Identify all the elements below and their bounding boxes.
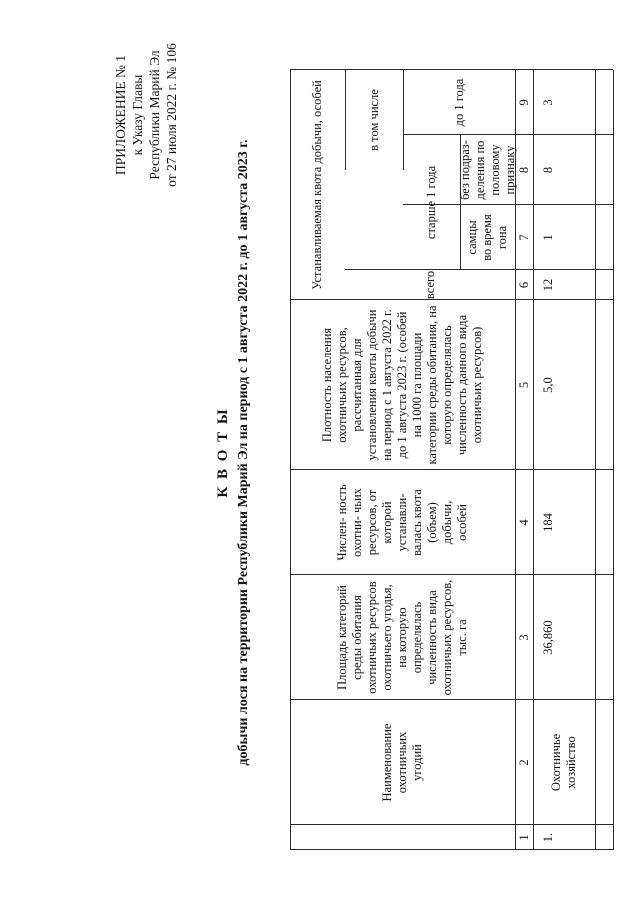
title-text: К В О Т Ы: [215, 407, 231, 498]
table-row-density: 5,0: [540, 377, 555, 393]
col-number: 1: [516, 834, 531, 841]
table-row-area: 36,860: [540, 620, 555, 655]
document-subtitle: добычи лося на территории Республики Марий Эл на период с 1 августа 2022 г. до 1 августа 2023 г.: [236, 139, 251, 766]
header-under-1y: [403, 70, 515, 135]
header-no-sex: [457, 135, 517, 205]
header-col4-text: Числен- ность охотни- чьих ресурсов, от которой устанавли- валась квота (объем) добычи, особей: [335, 484, 469, 561]
header-col5: [290, 300, 515, 470]
table-row-total: 12: [540, 278, 555, 292]
header-no-sex-text: без подраз- деления по половому признаку: [457, 140, 517, 200]
header-males-rut-text: самцы во время гона: [465, 214, 509, 261]
header-quota-group-text: Устанавливаемая квота добычи, особей: [310, 80, 324, 290]
table-border: [290, 849, 613, 850]
header-col3-text: Площадь категорий среды обитания охотничьих ресурсов охотничьего угодья, на которую определялась численность вида охотничьих ресурсов, тыс. га: [335, 579, 469, 696]
col-number: 9: [516, 99, 531, 106]
appendix-line: ПРИЛОЖЕНИЕ № 1: [113, 54, 128, 176]
table-row-under-1y: 3: [540, 99, 555, 106]
header-in-total-text: в том числе: [366, 89, 381, 151]
header-in-total: [345, 70, 403, 170]
appendix-line: от 27 июля 2022 г. № 106: [164, 43, 179, 187]
table-row-males-rut: 1: [540, 234, 555, 241]
header-col4: [290, 470, 515, 575]
header-col3: [290, 575, 515, 700]
header-col2-text: Наименование охотничьих угодий: [380, 723, 424, 802]
table-row-no-sex: 8: [540, 166, 555, 174]
header-under-1y-text: до 1 года: [451, 78, 466, 127]
col-number: 3: [516, 634, 531, 641]
col-number: 7: [516, 234, 531, 241]
appendix-line: Республики Марий Эл: [147, 50, 162, 180]
col-number: 8: [516, 166, 531, 174]
table-row-name-text: Охотничье хозяйство: [549, 733, 578, 792]
table-row-count: 184: [540, 513, 555, 532]
col-number: 6: [516, 281, 531, 289]
header-total-text: всего: [422, 270, 437, 300]
header-older-1y-text: старше 1 года: [424, 165, 438, 240]
header-total: [345, 270, 515, 300]
col-number: 2: [516, 759, 531, 766]
col-number: 4: [516, 519, 531, 526]
header-col5-text: Плотность населения охотничьих ресурсов, рассчитанная для установления квоты добычи на период с 1 августа 2022 г. до 1 августа 2023 г. (особей на 1000 га площади категории среды обитания, на которую определялась численность данного вида охотничьих ресурсов): [320, 305, 484, 465]
table-row-name: [533, 700, 595, 825]
table-border: [613, 70, 614, 850]
header-col2: [290, 700, 515, 825]
header-older-1y: [403, 135, 460, 270]
table-border: [595, 70, 596, 850]
col-number: 5: [516, 381, 531, 389]
table-row-number: 1.: [540, 832, 555, 843]
header-males-rut: [460, 205, 515, 270]
header-quota-group: [290, 70, 345, 300]
appendix-line: к Указу Главы: [130, 74, 145, 156]
